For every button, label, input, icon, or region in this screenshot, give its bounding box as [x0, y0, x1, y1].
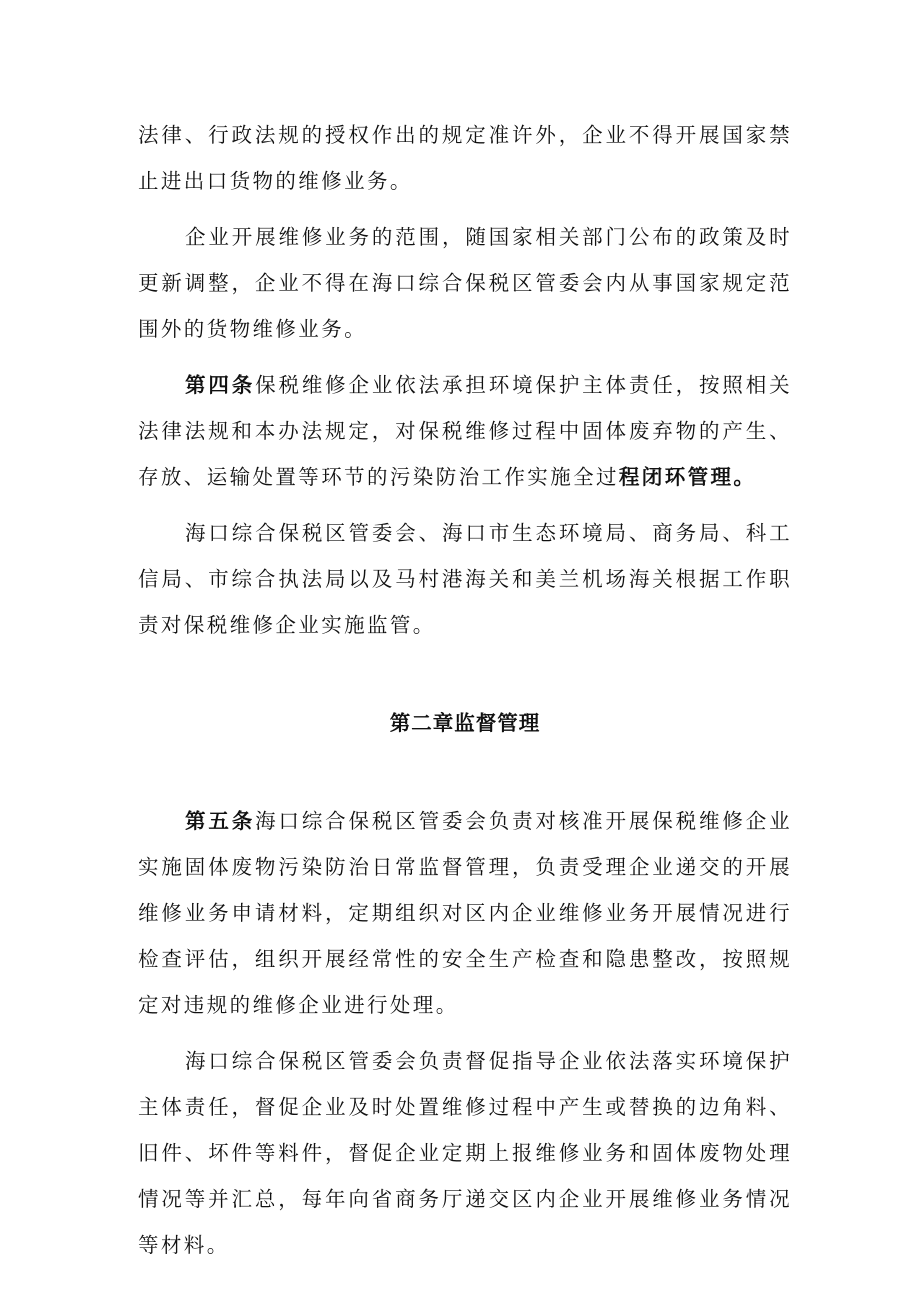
- paragraph-continuation: 法律、行政法规的授权作出的规定准许外，企业不得开展国家禁止进出口货物的维修业务。: [138, 123, 792, 193]
- article-5-text: 海口综合保税区管委会负责对核准开展保税维修企业实施固体废物污染防治日常监督管理，负责受理企业递交的开展维修业务申请材料，定期组织对区内企业维修业务开展情况进行检查评估，组织开展经常性的安全生产检查和隐患整改，按照规定对违规的维修企业进行处理。: [138, 809, 792, 1017]
- article-4-bold-tail: 程闭环管理。: [618, 465, 757, 489]
- paragraph-supervision-agencies: 海口综合保税区管委会、海口市生态环境局、商务局、科工信局、市综合执法局以及马村港海关和美兰机场海关根据工作职责对保税维修企业实施监管。: [138, 521, 792, 637]
- paragraph-repair-scope: 企业开展维修业务的范围，随国家相关部门公布的政策及时更新调整，企业不得在海口综合保税区管委会内从事国家规定范围外的货物维修业务。: [138, 225, 792, 341]
- article-4-label: 第四条: [185, 373, 256, 397]
- paragraph-committee-duties: 海口综合保税区管委会负责督促指导企业依法落实环境保护主体责任，督促企业及时处置维修过程中产生或替换的边角料、旧件、坏件等料件，督促企业定期上报维修业务和固体废物处理情况等并汇总，每年向省商务厅递交区内企业开展维修业务情况等材料。: [138, 1049, 792, 1257]
- document-page: [138, 112, 792, 1278]
- article-4-text: 保税维修企业依法承担环境保护主体责任，按照相关法律法规和本办法规定，对保税维修过程中固体废弃物的产生、存放、运输处置等环节的污染防治工作实施全过: [138, 373, 792, 489]
- paragraph-article-5: [138, 798, 792, 1028]
- paragraph-article-4: [138, 362, 792, 500]
- article-5-label: 第五条: [185, 809, 256, 833]
- chapter-title: 第二章监督管理: [389, 711, 541, 735]
